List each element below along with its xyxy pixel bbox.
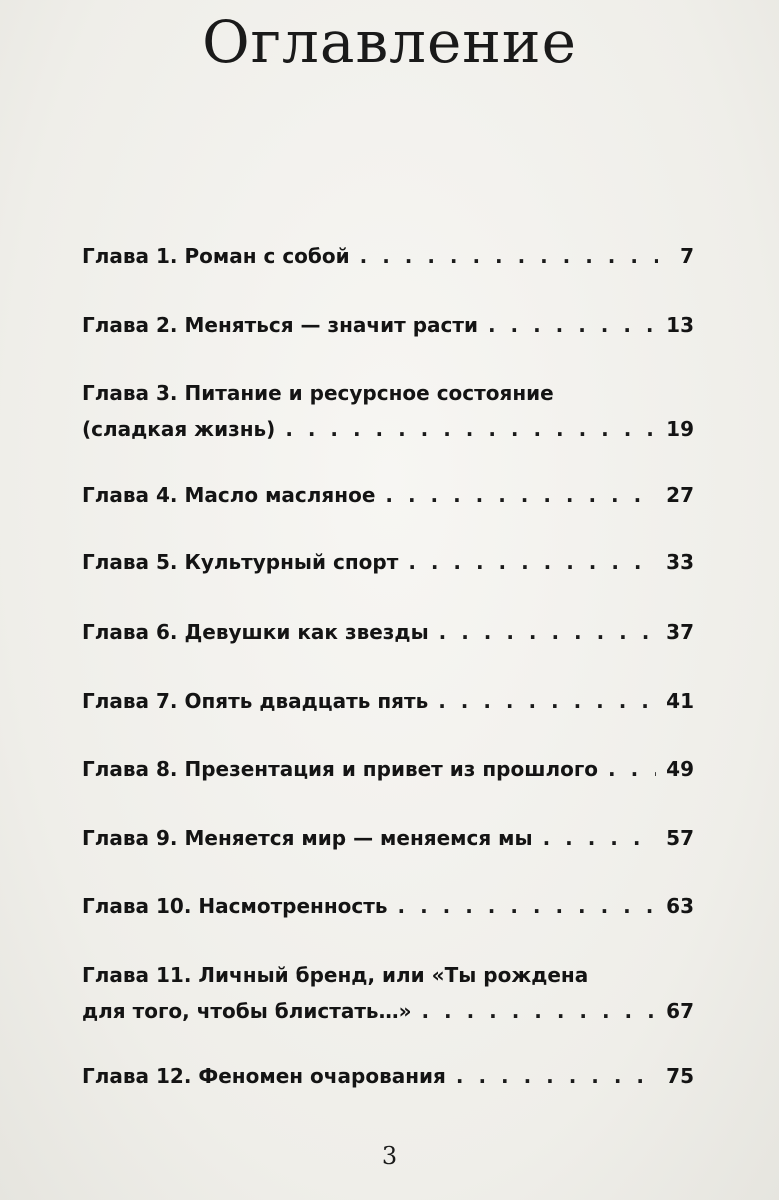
toc-entry-page: 37 bbox=[666, 620, 694, 644]
toc-entry-11[interactable] bbox=[82, 957, 694, 1029]
toc-entry-page: 57 bbox=[666, 826, 694, 850]
toc-entry-title: Глава 8. Презентация и привет из прошлого bbox=[82, 757, 599, 781]
toc-entry-page: 63 bbox=[666, 894, 694, 918]
toc-entry-4[interactable] bbox=[82, 477, 694, 513]
toc-entry-title: Глава 1. Роман с собой bbox=[82, 244, 350, 268]
toc-entry-title: Глава 11. Личный бренд, или «Ты рождена bbox=[82, 963, 589, 987]
leader-dots bbox=[398, 888, 657, 924]
leader-dots bbox=[488, 307, 656, 343]
toc-entry-2[interactable] bbox=[82, 307, 694, 343]
toc-entry-page: 49 bbox=[666, 757, 694, 781]
leader-dots bbox=[608, 751, 656, 787]
page-number: 3 bbox=[381, 1142, 398, 1170]
toc-entry-9[interactable] bbox=[82, 820, 694, 856]
toc-entry-page: 19 bbox=[666, 417, 694, 441]
toc-entry-title-continued: (сладкая жизнь) bbox=[82, 417, 276, 441]
leader-dots bbox=[408, 544, 656, 580]
toc-entry-title: Глава 9. Меняется мир — меняемся мы bbox=[82, 826, 533, 850]
toc-entry-title: Глава 12. Феномен очарования bbox=[82, 1064, 446, 1088]
toc-entry-title: Глава 5. Культурный спорт bbox=[82, 550, 399, 574]
toc-entry-page: 67 bbox=[666, 999, 694, 1023]
toc-entry-page: 33 bbox=[666, 550, 694, 574]
toc-entry-5[interactable] bbox=[82, 544, 694, 580]
toc-entry-1[interactable] bbox=[82, 238, 694, 274]
toc-entry-3[interactable] bbox=[82, 375, 694, 447]
toc-entry-title: Глава 10. Насмотренность bbox=[82, 894, 388, 918]
leader-dots bbox=[543, 820, 657, 856]
toc-entry-page: 13 bbox=[666, 313, 694, 337]
leader-dots bbox=[438, 683, 656, 719]
toc-entry-10[interactable] bbox=[82, 888, 694, 924]
toc-entry-page: 41 bbox=[666, 689, 694, 713]
toc-entry-title: Глава 7. Опять двадцать пять bbox=[82, 689, 429, 713]
leader-dots bbox=[422, 993, 657, 1029]
toc-entry-title: Глава 3. Питание и ресурсное состояние bbox=[82, 381, 554, 405]
page-title: Оглавление bbox=[202, 8, 577, 76]
toc-entry-title-continued: для того, чтобы блистать…» bbox=[82, 999, 412, 1023]
toc-entry-title: Глава 2. Меняться — значит расти bbox=[82, 313, 478, 337]
leader-dots bbox=[439, 614, 657, 650]
leader-dots bbox=[385, 477, 656, 513]
toc-entry-page: 7 bbox=[680, 244, 694, 268]
toc-entry-8[interactable] bbox=[82, 751, 694, 787]
toc-entry-page: 75 bbox=[666, 1064, 694, 1088]
toc-entry-12[interactable] bbox=[82, 1058, 694, 1094]
toc-entry-7[interactable] bbox=[82, 683, 694, 719]
leader-dots bbox=[285, 411, 656, 447]
toc-entry-page: 27 bbox=[666, 483, 694, 507]
leader-dots bbox=[456, 1058, 656, 1094]
leader-dots bbox=[360, 238, 658, 274]
toc-entry-6[interactable] bbox=[82, 614, 694, 650]
toc-entry-title: Глава 4. Масло масляное bbox=[82, 483, 376, 507]
toc-entry-title: Глава 6. Девушки как звезды bbox=[82, 620, 429, 644]
